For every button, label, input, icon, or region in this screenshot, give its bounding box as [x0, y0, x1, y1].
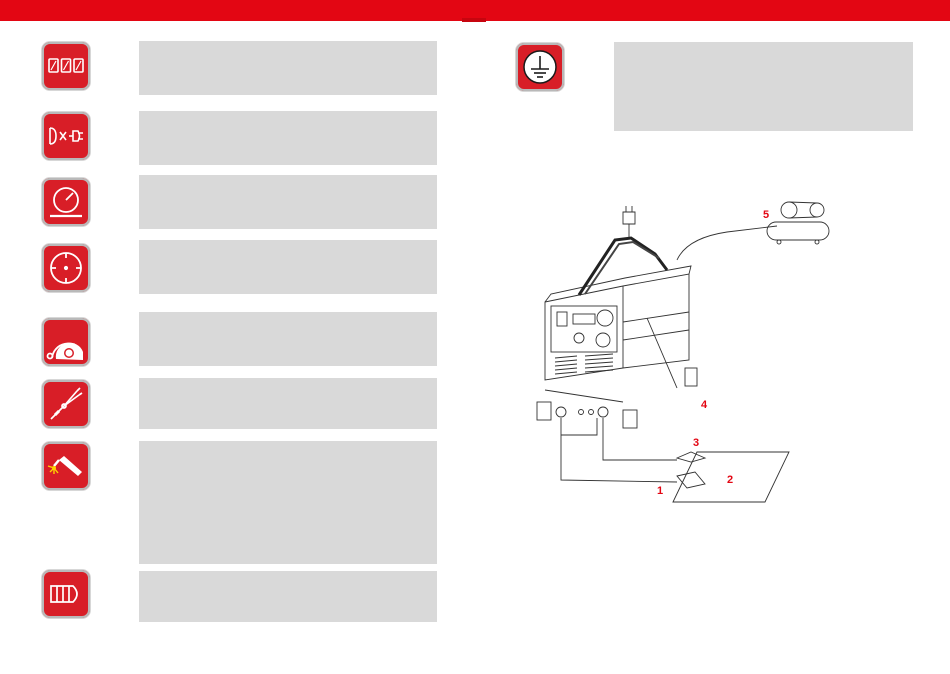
timer-icon	[42, 244, 90, 292]
timer-panel	[139, 240, 437, 294]
callout-2: 2	[727, 474, 734, 486]
pressure-gauge-panel	[139, 175, 437, 229]
pressure-gauge-icon	[42, 178, 90, 226]
digital-display-panel	[139, 41, 437, 95]
nozzle-panel	[139, 571, 437, 622]
nozzle-icon	[42, 570, 90, 618]
plug-connection-icon	[42, 112, 90, 160]
callout-5: 5	[763, 209, 770, 221]
ground-symbol-icon	[516, 43, 564, 91]
callout-1: 1	[657, 485, 664, 497]
current-knob-icon	[42, 318, 90, 366]
cutting-torch-icon	[42, 442, 90, 490]
header-notch	[462, 18, 486, 22]
earth-clamp-icon	[42, 380, 90, 428]
plug-connection-panel	[139, 111, 437, 165]
callout-4: 4	[701, 399, 708, 411]
earth-clamp-panel	[139, 378, 437, 429]
digital-display-icon	[42, 42, 90, 90]
callout-3: 3	[693, 437, 700, 449]
cutting-torch-panel	[139, 441, 437, 564]
connection-diagram	[527, 190, 847, 520]
grounding-panel	[614, 42, 913, 131]
current-knob-panel	[139, 312, 437, 366]
